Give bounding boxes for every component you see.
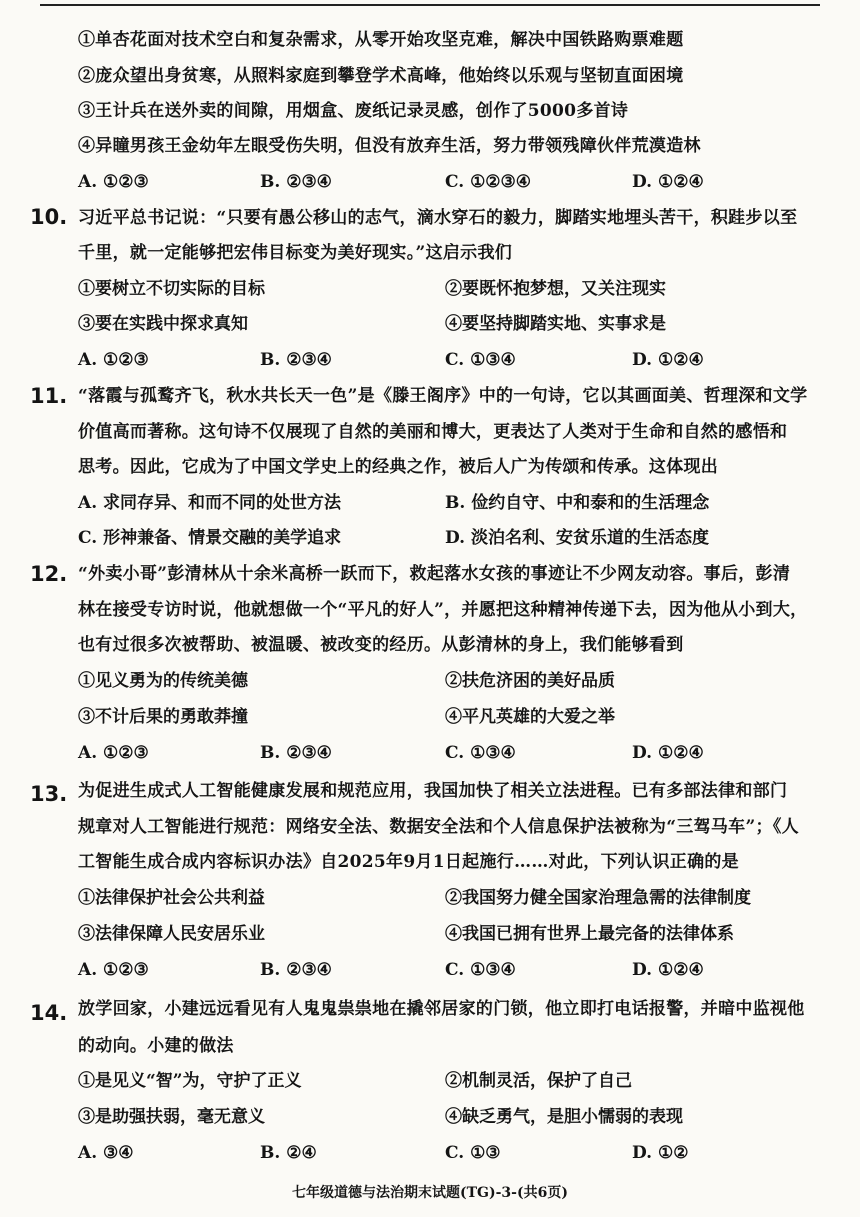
q12-choice-c: C. ①③④ [445, 743, 516, 763]
q12-stem-3: 也有过很多次被帮助、被温暖、被改变的经历。从彭清林的身上，我们能够看到 [78, 635, 684, 655]
q10-item-2: ②要既怀抱梦想，又关注现实 [445, 279, 666, 299]
q10-item-1: ①要树立不切实际的目标 [78, 279, 265, 299]
q9-item-3: ③王计兵在送外卖的间隙，用烟盒、废纸记录灵感，创作了5000多首诗 [78, 101, 629, 121]
q10-item-3: ③要在实践中探求真知 [78, 314, 248, 334]
q12-stem-1: “外卖小哥”彭清林从十余米高桥一跃而下，救起落水女孩的事迹让不少网友动容。事后，彭清 [78, 564, 791, 584]
q12-item-3: ③不计后果的勇敢莽撞 [78, 707, 248, 727]
q14-choice-a: A. ③④ [78, 1143, 134, 1163]
q11-stem-3: 思考。因此，它成为了中国文学史上的经典之作，被后人广为传颂和传承。这体现出 [78, 457, 719, 477]
q14-choice-b: B. ②④ [260, 1143, 317, 1163]
q12-item-4: ④平凡英雄的大爱之举 [445, 707, 615, 727]
q12-choice-a: A. ①②③ [78, 743, 149, 763]
q13-number: 13. [30, 782, 68, 806]
q14-item-1: ①是见义“智”为，守护了正义 [78, 1071, 302, 1091]
q12-item-2: ②扶危济困的美好品质 [445, 671, 615, 691]
q10-choice-a: A. ①②③ [78, 350, 149, 370]
q11-choice-d: D. 淡泊名利、安贫乐道的生活态度 [445, 528, 709, 548]
q12-item-1: ①见义勇为的传统美德 [78, 671, 248, 691]
top-rule [40, 4, 820, 6]
q10-number: 10. [30, 205, 68, 229]
page-footer: 七年级道德与法治期末试题(TG)-3-(共6页) [292, 1185, 568, 1201]
q10-choice-b: B. ②③④ [260, 350, 332, 370]
q10-stem-2: 千里，就一定能够把宏伟目标变为美好现实。”这启示我们 [78, 243, 513, 263]
q14-item-4: ④缺乏勇气，是胆小懦弱的表现 [445, 1107, 683, 1127]
q13-choice-d: D. ①②④ [632, 960, 704, 980]
q13-choice-b: B. ②③④ [260, 960, 332, 980]
q14-item-3: ③是助强扶弱，毫无意义 [78, 1107, 265, 1127]
q14-stem-1: 放学回家，小建远远看见有人鬼鬼祟祟地在撬邻居家的门锁，他立即打电话报警，并暗中监视他 [78, 999, 805, 1019]
q13-item-1: ①法律保护社会公共利益 [78, 888, 265, 908]
q13-stem-2: 规章对人工智能进行规范：网络安全法、数据安全法和个人信息保护法被称为“三驾马车”；《人 [78, 817, 799, 837]
q9-item-1: ①单杏花面对技术空白和复杂需求，从零开始攻坚克难，解决中国铁路购票难题 [78, 30, 684, 50]
q12-choice-d: D. ①②④ [632, 743, 704, 763]
q13-item-2: ②我国努力健全国家治理急需的法律制度 [445, 888, 751, 908]
q13-stem-3: 工智能生成合成内容标识办法》自2025年9月1日起施行……对此，下列认识正确的是 [78, 852, 739, 872]
q9-choice-d: D. ①②④ [632, 172, 704, 192]
q11-choice-c: C. 形神兼备、情景交融的美学追求 [78, 528, 342, 548]
q12-number: 12. [30, 562, 68, 586]
q13-item-3: ③法律保障人民安居乐业 [78, 924, 265, 944]
q9-item-4: ④异瞳男孩王金幼年左眼受伤失明，但没有放弃生活，努力带领残障伙伴荒漠造林 [78, 136, 701, 156]
q10-choice-d: D. ①②④ [632, 350, 704, 370]
q12-choice-b: B. ②③④ [260, 743, 332, 763]
q10-item-4: ④要坚持脚踏实地、实事求是 [445, 314, 666, 334]
q11-choice-a: A. 求同存异、和而不同的处世方法 [78, 493, 342, 513]
q13-choice-a: A. ①②③ [78, 960, 149, 980]
q11-choice-b: B. 俭约自守、中和泰和的生活理念 [445, 493, 710, 513]
q11-stem-1: “落霞与孤鹜齐飞，秋水共长天一色”是《滕王阁序》中的一句诗，它以其画面美、哲理深和文学 [78, 386, 808, 406]
q9-choice-a: A. ①②③ [78, 172, 149, 192]
q14-stem-2: 的动向。小建的做法 [78, 1036, 234, 1056]
q14-choice-c: C. ①③ [445, 1143, 501, 1163]
q14-item-2: ②机制灵活，保护了自己 [445, 1071, 632, 1091]
q12-stem-2: 林在接受专访时说，他就想做一个“平凡的好人”，并愿把这种精神传递下去，因为他从小到大， [78, 600, 808, 620]
q11-number: 11. [30, 384, 68, 408]
q9-item-2: ②庞众望出身贫寒，从照料家庭到攀登学术高峰，他始终以乐观与坚韧直面困境 [78, 66, 684, 86]
q11-stem-2: 价值高而著称。这句诗不仅展现了自然的美丽和博大，更表达了人类对于生命和自然的感悟和 [78, 422, 788, 442]
q13-choice-c: C. ①③④ [445, 960, 516, 980]
q10-stem-1: 习近平总书记说：“只要有愚公移山的志气，滴水穿石的毅力，脚踏实地埋头苦干，积跬步以至 [78, 208, 798, 228]
q13-item-4: ④我国已拥有世界上最完备的法律体系 [445, 924, 734, 944]
q10-choice-c: C. ①③④ [445, 350, 516, 370]
q9-choice-b: B. ②③④ [260, 172, 332, 192]
q13-stem-1: 为促进生成式人工智能健康发展和规范应用，我国加快了相关立法进程。已有多部法律和部门 [78, 781, 788, 801]
q14-choice-d: D. ①② [632, 1143, 689, 1163]
q9-choice-c: C. ①②③④ [445, 172, 532, 192]
q14-number: 14. [30, 1001, 68, 1025]
